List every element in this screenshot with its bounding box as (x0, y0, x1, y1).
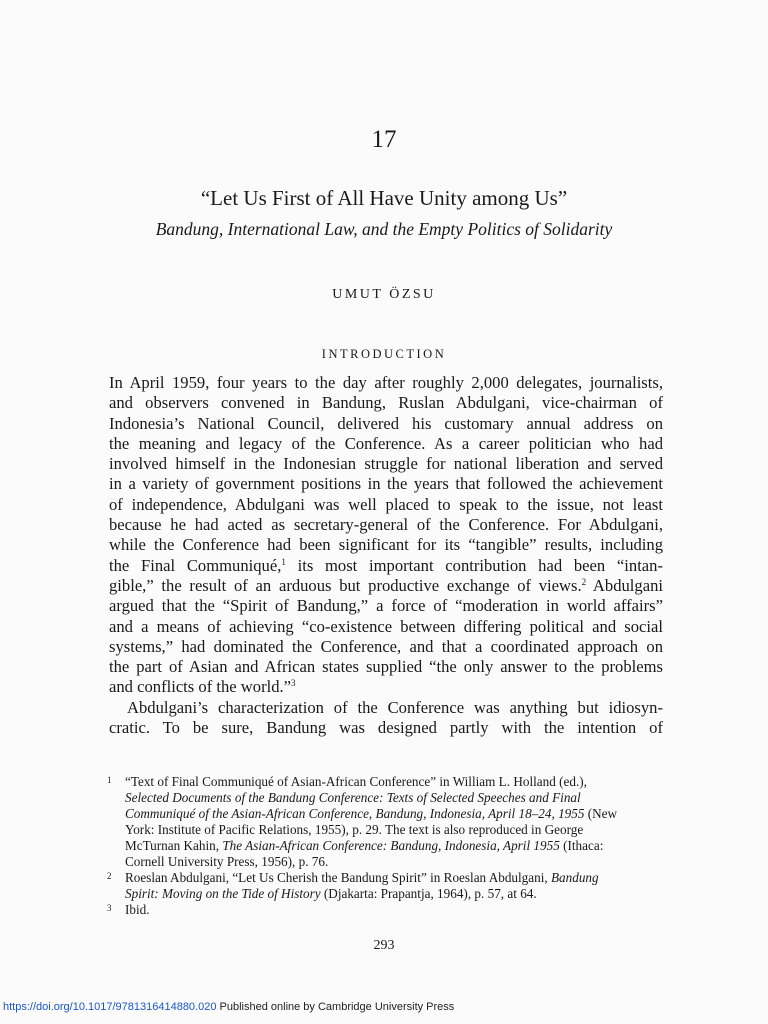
page-number: 293 (373, 938, 395, 953)
footnote-line: Ibid. (125, 902, 150, 917)
body-line: involved himself in the Indonesian struggle for national liberation and served (109, 454, 663, 474)
body-line-text: the Final Communiqué, (109, 555, 282, 575)
body-line (109, 556, 663, 576)
footnote-line: Communiqué of the Asian-African Conference, Bandung, Indonesia, April 18–24, 1955 (New (125, 806, 618, 821)
footnote-ref[interactable]: 3 (291, 678, 296, 689)
footnote-line: McTurnan Kahin, The Asian-African Conference: Bandung, Indonesia, April 1955 (Ithaca: (125, 838, 604, 853)
footnotes (107, 774, 667, 918)
footnote (107, 902, 667, 918)
body-line: in a variety of government positions in the years that followed the achievement (109, 474, 663, 494)
footnote-mark: 2 (107, 871, 112, 881)
footnote-line: Roeslan Abdulgani, “Let Us Cherish the Bandung Spirit” in Roeslan Abdulgani, Bandung (125, 870, 599, 885)
footnote (107, 870, 667, 902)
body-line-text: gible,” the result of an arduous but productive exchange of views. (109, 575, 582, 595)
chapter-number: 17 (371, 126, 397, 153)
section-heading: INTRODUCTION (321, 347, 447, 361)
footnote-line: “Text of Final Communiqué of Asian-African Conference” in William L. Holland (ed.), (125, 774, 587, 789)
body-line: and a means of achieving “co-existence between differing political and social (109, 616, 663, 636)
body-line: Abdulgani’s characterization of the Conference was anything but idiosyn- (127, 697, 663, 717)
published-online-text: Published online by Cambridge University Press (216, 1001, 455, 1013)
chapter-title: “Let Us First of All Have Unity among Us” (200, 186, 568, 210)
footnote-line: Cornell University Press, 1956), p. 76. (125, 854, 329, 869)
footnote-mark: 1 (107, 775, 112, 785)
body-line: of independence, Abdulgani was well placed to speak to the issue, not least (109, 494, 663, 514)
body-line: the part of Asian and African states supplied “the only answer to the problems (109, 657, 663, 677)
body-line: while the Conference had been significant for its “tangible” results, including (109, 535, 663, 555)
footer-bar (0, 1001, 768, 1019)
footnote (107, 774, 667, 870)
body-line-text: Abdulgani (586, 575, 663, 595)
doi-link[interactable]: https://doi.org/10.1017/9781316414880.020 (3, 1001, 217, 1013)
body-line: systems,” had dominated the Conference, and that a coordinated approach on (109, 636, 663, 656)
body-line-text: and conflicts of the world.” (109, 677, 292, 697)
body-line-text: its most important contribution had been “intan- (285, 555, 663, 575)
body-line (109, 576, 663, 596)
footnote-mark: 3 (107, 903, 112, 913)
body-line: In April 1959, four years to the day after roughly 2,000 delegates, journalists, (109, 373, 663, 392)
footnote-line: Spirit: Moving on the Tide of History (Djakarta: Prapantja, 1964), p. 57, at 64. (125, 886, 537, 901)
body-line (109, 677, 663, 697)
body-text (109, 373, 663, 738)
body-line: cratic. To be sure, Bandung was designed partly with the intention of (109, 718, 663, 738)
chapter-subtitle: Bandung, International Law, and the Empty Politics of Solidarity (155, 219, 613, 239)
chapter-author: UMUT ÖZSU (332, 287, 436, 302)
body-line: and observers convened in Bandung, Ruslan Abdulgani, vice-chairman of (109, 393, 663, 413)
footnote-line: York: Institute of Pacific Relations, 1955), p. 29. The text is also reproduced in George (125, 822, 584, 837)
footnote-ref[interactable]: 2 (581, 576, 587, 587)
body-line: the meaning and legacy of the Conference. As a career politician who had (109, 433, 663, 453)
footnote-line: Selected Documents of the Bandung Conference: Texts of Selected Speeches and Final (125, 790, 581, 805)
body-line: argued that the “Spirit of Bandung,” a force of “moderation in world affairs” (109, 596, 663, 616)
body-line: because he had acted as secretary-general of the Conference. For Abdulgani, (109, 515, 663, 535)
footnote-ref[interactable]: 1 (281, 556, 286, 567)
body-line: Indonesia’s National Council, delivered his customary annual address on (109, 413, 663, 433)
